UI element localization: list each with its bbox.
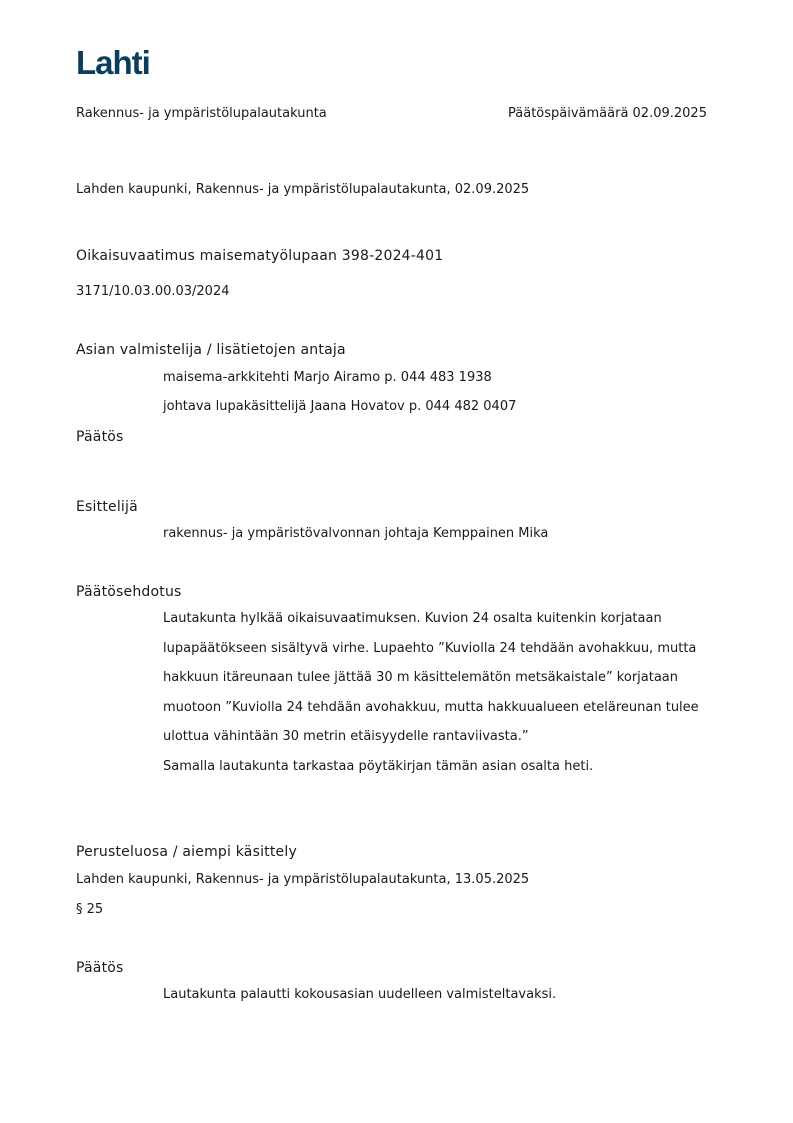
diary-number: 3171/10.03.00.03/2024: [76, 284, 230, 299]
presenter-name: rakennus- ja ympäristövalvonnan johtaja Kemppainen Mika: [163, 526, 549, 541]
proposal-line: lupapäätökseen sisältyvä virhe. Lupaehto ”Kuviolla 24 tehdään avohakkuu, mutta: [163, 640, 697, 656]
proposal-heading: Päätösehdotus: [76, 584, 182, 600]
board-name: Rakennus- ja ympäristölupalautakunta: [76, 106, 327, 121]
document-title: Oikaisuvaatimus maisematyölupaan 398-2024-401: [76, 248, 444, 264]
proposal-line: muotoon ”Kuviolla 24 tehdään avohakkuu, mutta hakkuualueen eteläreunan tulee: [163, 699, 699, 715]
proposal-line: ulottua vähintään 30 metrin etäisyydelle rantaviivasta.”: [163, 729, 529, 744]
presenter-heading: Esittelijä: [76, 499, 138, 515]
proposal-line: Samalla lautakunta tarkastaa pöytäkirjan tämän asian osalta heti.: [163, 758, 594, 774]
proposal-line: Lautakunta hylkää oikaisuvaatimuksen. Kuvion 24 osalta kuitenkin korjataan: [163, 611, 662, 626]
decision-heading: Päätös: [76, 429, 124, 445]
preparer-line: maisema-arkkitehti Marjo Airamo p. 044 483 1938: [163, 370, 492, 385]
preparer-line: johtava lupakäsittelijä Jaana Hovatov p. 044 482 0407: [163, 399, 517, 414]
preparer-heading: Asian valmistelija / lisätietojen antaja: [76, 342, 346, 358]
previous-decision-text: Lautakunta palautti kokousasian uudelleen valmisteltavaksi.: [163, 987, 557, 1002]
previous-decision-heading: Päätös: [76, 960, 124, 976]
meeting-line: Lahden kaupunki, Rakennus- ja ympäristölupalautakunta, 02.09.2025: [76, 182, 530, 197]
section-number: § 25: [76, 902, 104, 917]
previous-heading: Perusteluosa / aiempi käsittely: [76, 844, 297, 860]
previous-meeting-line: Lahden kaupunki, Rakennus- ja ympäristölupalautakunta, 13.05.2025: [76, 872, 530, 887]
proposal-line: hakkuun itäreunaan tulee jättää 30 m käsittelemätön metsäkaistale” korjataan: [163, 670, 679, 685]
lahti-logo: Lahti: [76, 44, 150, 81]
proposal-text: [163, 608, 723, 785]
decision-date: Päätöspäivämäärä 02.09.2025: [508, 106, 707, 121]
